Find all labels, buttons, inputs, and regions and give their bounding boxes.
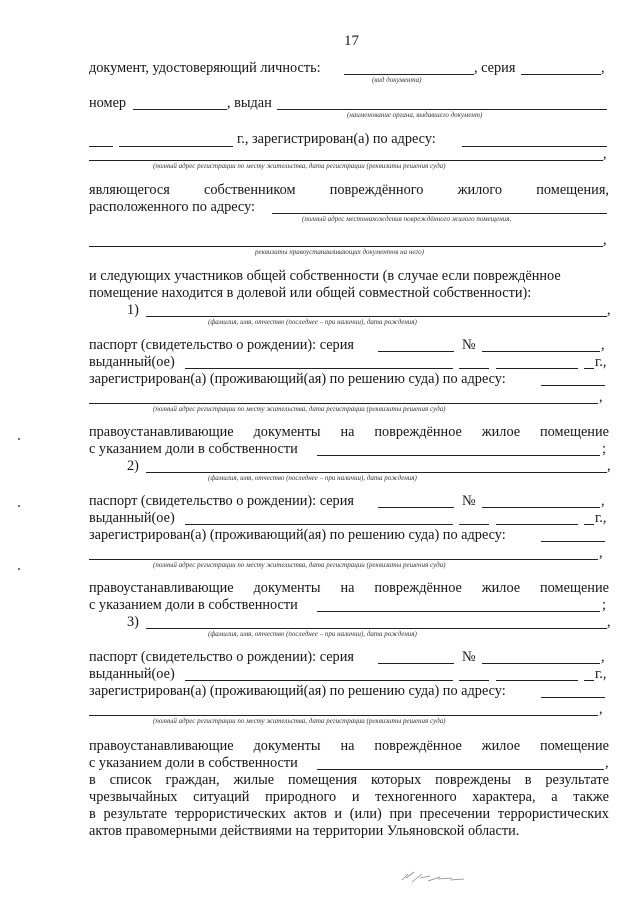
semicolon: ; xyxy=(602,441,606,457)
caption-reg-address: (полный адрес регистрации по месту жительства, дата регистрации (реквизиты решения суда) xyxy=(153,717,446,725)
p1-series-field[interactable] xyxy=(378,351,454,352)
p1-month-field[interactable] xyxy=(496,368,578,369)
rights-line xyxy=(89,424,609,441)
word: жилое xyxy=(481,738,521,754)
reg2-label: зарегистрирован(а) (проживающий(ая) по решению суда) по адресу: xyxy=(89,371,506,387)
caption-fio: (фамилия, имя, отчество (последнее – при наличии), дата рождения) xyxy=(208,474,417,482)
word: и xyxy=(334,806,343,822)
p3-number-field[interactable] xyxy=(482,663,600,664)
word: собственником xyxy=(204,182,296,198)
word: повреждённое xyxy=(374,580,462,596)
word: граждан, xyxy=(165,772,220,788)
word: в xyxy=(89,806,96,822)
caption-fio: (фамилия, имя, отчество (последнее – при наличии), дата рождения) xyxy=(208,630,417,638)
participant-1-fio-field[interactable] xyxy=(146,316,607,317)
p1-address-field-2[interactable] xyxy=(89,403,598,404)
rights-line xyxy=(89,738,609,755)
scan-speck xyxy=(18,505,20,507)
no-label: № xyxy=(462,649,476,665)
word: правоустанавливающие xyxy=(89,738,234,754)
reg-address-field[interactable] xyxy=(462,146,607,147)
g-label: г., xyxy=(595,510,607,526)
passport-label: паспорт (свидетельство о рождении): серия xyxy=(89,493,354,509)
comma: , xyxy=(603,232,607,248)
comma: , xyxy=(605,755,609,771)
word: на xyxy=(340,424,355,440)
series-field[interactable] xyxy=(521,74,601,75)
number-field[interactable] xyxy=(133,109,227,110)
scribble-mark xyxy=(400,866,470,888)
issued2-label: выданный(ое) xyxy=(89,510,175,526)
p3-issuer-field[interactable] xyxy=(185,680,453,681)
issuer-field[interactable] xyxy=(277,109,607,110)
identity-doc-label: документ, удостоверяющий личность: xyxy=(89,60,321,76)
word: являющегося xyxy=(89,182,170,198)
word: ситуаций xyxy=(193,789,250,805)
p2-year-field[interactable] xyxy=(584,524,594,525)
word: список xyxy=(109,772,152,788)
caption-doc-type: (вид документа) xyxy=(372,76,422,84)
share-label: с указанием доли в собственности xyxy=(89,597,298,613)
comma: , xyxy=(601,493,605,509)
located-label: расположенного по адресу: xyxy=(89,199,256,215)
reg2-label: зарегистрирован(а) (проживающий(ая) по решению суда) по адресу: xyxy=(89,683,506,699)
word: жилое xyxy=(481,424,521,440)
share-label: с указанием доли в собственности xyxy=(89,441,298,457)
word: характера, xyxy=(472,789,536,805)
rights-line xyxy=(89,580,609,597)
participants-line-1: и следующих участников общей собственности (в случае если повреждённое xyxy=(89,268,561,284)
issued2-label: выданный(ое) xyxy=(89,666,175,682)
passport-label: паспорт (свидетельство о рождении): серия xyxy=(89,649,354,665)
registered-label: г., зарегистрирован(а) по адресу: xyxy=(237,131,436,147)
participant-3-num: 3) xyxy=(127,614,139,630)
comma: , xyxy=(599,545,603,561)
reg-address-field-2[interactable] xyxy=(89,160,603,161)
word: помещение xyxy=(540,738,609,754)
word: природного xyxy=(265,789,337,805)
word: помещения, xyxy=(536,182,609,198)
participant-1-num: 1) xyxy=(127,302,139,318)
caption-title-docs: реквизиты правоустанавливающих документов на него) xyxy=(255,248,424,256)
closing-line-1 xyxy=(89,772,609,789)
word: правоустанавливающие xyxy=(89,580,234,596)
word: результате xyxy=(103,806,168,822)
caption-reg-address: (полный адрес регистрации по месту жительства, дата регистрации (реквизиты решения суда) xyxy=(153,561,446,569)
comma: , xyxy=(603,146,607,162)
word: и xyxy=(351,789,360,805)
word: жилые xyxy=(233,772,275,788)
p2-issuer-field[interactable] xyxy=(185,524,453,525)
word: помещения xyxy=(287,772,358,788)
scan-speck xyxy=(18,568,20,570)
p1-issuer-field[interactable] xyxy=(185,368,453,369)
issued-label: , выдан xyxy=(227,95,272,111)
p1-number-field[interactable] xyxy=(482,351,600,352)
word: в xyxy=(89,772,96,788)
word: которых xyxy=(370,772,422,788)
word: жилого xyxy=(457,182,503,198)
comma: , xyxy=(601,337,605,353)
p2-day-field[interactable] xyxy=(459,524,489,525)
p1-address-field[interactable] xyxy=(541,385,605,386)
issued2-label: выданный(ое) xyxy=(89,354,175,370)
p2-address-field[interactable] xyxy=(541,541,605,542)
comma: , xyxy=(607,614,611,630)
p3-year-field[interactable] xyxy=(584,680,594,681)
p1-share-field[interactable] xyxy=(317,455,600,456)
page-number: 17 xyxy=(344,33,359,49)
semicolon: ; xyxy=(602,597,606,613)
word: террористических xyxy=(497,806,609,822)
passport-label: паспорт (свидетельство о рождении): серия xyxy=(89,337,354,353)
number-label: номер xyxy=(89,95,127,111)
g-label: г., xyxy=(595,666,607,682)
no-label: № xyxy=(462,337,476,353)
p2-share-field[interactable] xyxy=(317,611,600,612)
p2-series-field[interactable] xyxy=(378,507,454,508)
caption-reg-address: (полный адрес регистрации по месту жительства, дата регистрации (реквизиты решения суда) xyxy=(153,405,446,413)
word: (или) xyxy=(349,806,382,822)
comma: , xyxy=(599,389,603,405)
word: правоустанавливающие xyxy=(89,424,234,440)
comma: , xyxy=(599,701,603,717)
word: повреждены xyxy=(435,772,511,788)
p3-address-field[interactable] xyxy=(541,697,605,698)
location-field[interactable] xyxy=(272,213,607,214)
word: на xyxy=(340,738,355,754)
issue-date-field[interactable] xyxy=(119,146,233,147)
p3-day-field[interactable] xyxy=(459,680,489,681)
participants-line-2: помещение находится в долевой или общей совместной собственности): xyxy=(89,285,532,301)
participant-3-fio-field[interactable] xyxy=(146,628,607,629)
p2-month-field[interactable] xyxy=(496,524,578,525)
word: пресечении xyxy=(419,806,491,822)
doc-type-field[interactable] xyxy=(344,74,474,75)
caption-fio: (фамилия, имя, отчество (последнее – при наличии), дата рождения) xyxy=(208,318,417,326)
p2-address-field-2[interactable] xyxy=(89,559,598,560)
p3-series-field[interactable] xyxy=(378,663,454,664)
word: чрезвычайных xyxy=(89,789,178,805)
word: документы xyxy=(253,580,321,596)
word: также xyxy=(573,789,609,805)
word: актов xyxy=(293,806,327,822)
g-label: г., xyxy=(595,354,607,370)
closing-line-4: актов правомерными действиями на территории Ульяновской области. xyxy=(89,823,520,839)
word: документы xyxy=(253,738,321,754)
word: техногенного xyxy=(375,789,457,805)
word: помещение xyxy=(540,580,609,596)
word: документы xyxy=(253,424,321,440)
caption-reg-address: (полный адрес регистрации по месту жительства, дата регистрации (реквизиты решения суда) xyxy=(153,162,446,170)
word: помещение xyxy=(540,424,609,440)
word: жилое xyxy=(481,580,521,596)
participant-2-fio-field[interactable] xyxy=(146,472,607,473)
share-label: с указанием доли в собственности xyxy=(89,755,298,771)
comma: , xyxy=(601,649,605,665)
no-label: № xyxy=(462,493,476,509)
p2-number-field[interactable] xyxy=(482,507,600,508)
p3-address-field-2[interactable] xyxy=(89,715,598,716)
reg2-label: зарегистрирован(а) (проживающий(ая) по решению суда) по адресу: xyxy=(89,527,506,543)
series-label: , серия xyxy=(474,60,516,76)
caption-issuer: (наименование органа, выдавшего документ) xyxy=(347,111,483,119)
comma: , xyxy=(601,60,605,76)
title-docs-field[interactable] xyxy=(89,246,603,247)
closing-line-2 xyxy=(89,789,609,806)
word: повреждённое xyxy=(374,424,462,440)
word: повреждённого xyxy=(329,182,424,198)
scan-speck xyxy=(18,438,20,440)
word: в xyxy=(524,772,532,788)
p3-share-field[interactable] xyxy=(317,769,604,770)
word: на xyxy=(340,580,355,596)
comma: , xyxy=(607,458,611,474)
p1-day-field[interactable] xyxy=(459,368,489,369)
word: повреждённое xyxy=(374,738,462,754)
comma: , xyxy=(607,302,611,318)
word: террористических xyxy=(174,806,286,822)
word: а xyxy=(551,789,558,805)
word: результате xyxy=(545,772,609,788)
caption-location: (полный адрес местонахождения повреждённого жилого помещения, xyxy=(302,215,512,223)
participant-2-num: 2) xyxy=(127,458,139,474)
owner-line xyxy=(89,182,609,199)
word: при xyxy=(389,806,412,822)
p1-year-field[interactable] xyxy=(584,368,594,369)
p3-month-field[interactable] xyxy=(496,680,578,681)
issue-day-field[interactable] xyxy=(89,146,113,147)
closing-line-3 xyxy=(89,806,609,823)
